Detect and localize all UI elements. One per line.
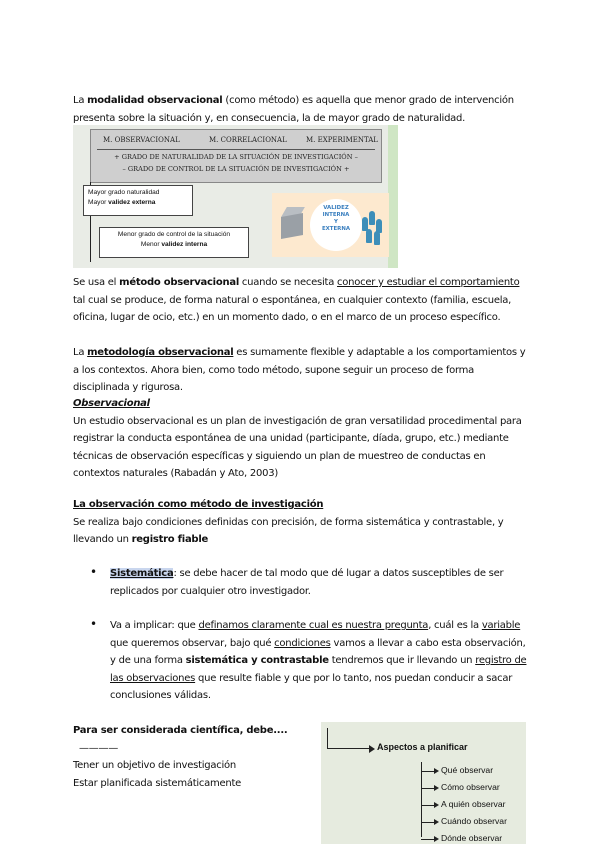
intro-paragraph: La modalidad observacional (como método) es aquella que menor grado de intervención presenta sobre la situación y, en consecuencia, la de mayor grado de naturalidad. xyxy=(73,95,514,124)
observacional-section xyxy=(73,395,533,483)
naturalidad-scale: + GRADO DE NATURALIDAD DE LA SITUACIÓN DE INVESTIGACIÓN – xyxy=(114,153,358,161)
methods-scale-box xyxy=(90,129,382,183)
validez-externa-box: Mayor grado naturalidad Mayor validez externa xyxy=(83,185,193,216)
method-experimental-label: M. EXPERIMENTAL xyxy=(306,136,378,144)
branch-line xyxy=(421,822,435,823)
aspecto-item: A quién observar xyxy=(441,799,506,809)
validez-interna-box: Menor grado de control de la situación Menor validez interna xyxy=(99,227,249,258)
metodo-heading: La observación como método de investigación xyxy=(73,499,324,510)
bullet-1: • xyxy=(90,565,98,579)
aspectos-diagram xyxy=(321,722,526,844)
observacional-heading: Observacional xyxy=(73,398,150,409)
cientifica-section xyxy=(73,722,333,792)
cientifica-line-1: Tener un objetivo de investigación xyxy=(73,760,236,771)
arrow-right-icon xyxy=(369,745,375,753)
cientifica-heading-row: Para ser considerada científica, debe.... ———— xyxy=(73,725,288,754)
aspecto-item: Cómo observar xyxy=(441,782,500,792)
cientifica-line-2: Estar planificada sistemáticamente xyxy=(73,777,242,789)
aspectos-title: Aspectos a planificar xyxy=(377,742,468,752)
decorative-strip xyxy=(388,125,398,268)
arrow-right-icon xyxy=(434,802,439,808)
tree-trunk-line xyxy=(421,762,422,837)
method-correlacional-label: M. CORRELACIONAL xyxy=(209,136,287,144)
validez-circle: VALIDEZ INTERNA Y EXTERNA xyxy=(310,199,362,251)
connector-horizontal xyxy=(327,748,371,749)
sistematica-highlight: Sistemática xyxy=(110,568,174,579)
methods-diagram xyxy=(73,125,398,268)
branch-line xyxy=(421,805,435,806)
scale-arrow-line xyxy=(97,149,375,150)
implicar-item: Va a implicar: que definamos claramente cual es nuestra pregunta, cuál es la variable que queremos observar, bajo qué condiciones vamos a llevar a cabo esta observación, y de una forma sistemática y contrastable tendremos que ir llevando un registro de las observaciones que resulte fiable y que por lo tanto, nos puedan conducir a sacar conclusiones válidas. xyxy=(110,620,527,701)
arrow-right-icon xyxy=(434,836,439,842)
metodologia-paragraph: La metodología observacional es sumamente flexible y adaptable a los comportamientos y a los contextos. Ahora bien, como todo método, supone seguir un proceso de forma disciplinada y rigurosa. xyxy=(73,347,526,393)
aspecto-item: Cuándo observar xyxy=(441,816,507,826)
people-group-icon xyxy=(362,207,384,245)
metodo-section xyxy=(73,496,533,549)
aspecto-item: Dónde observar xyxy=(441,833,503,843)
bullet-2: • xyxy=(90,617,98,631)
metodo-body: Se realiza bajo condiciones definidas con precisión, de forma sistemática y contrastable, y llevando un registro fiable xyxy=(73,516,504,545)
arrow-right-icon xyxy=(434,785,439,791)
validez-badge xyxy=(272,193,389,257)
sistematica-item: Sistemática: se debe hacer de tal modo que dé lugar a datos susceptibles de ser replicados por cualquier otro investigador. xyxy=(110,568,504,597)
aspecto-item: Qué observar xyxy=(441,765,494,775)
branch-line xyxy=(421,839,435,840)
connector-vertical xyxy=(327,728,328,748)
observacional-body: Un estudio observacional es un plan de investigación de gran versatilidad procedimental para registrar la conducta espontánea de una unidad (participante, díada, grupo, etc.) mediante técnicas de observación específicas y siguiendo un plan de muestreo de conductas en contextos naturales (Rabadán y Ato, 2003) xyxy=(73,415,522,479)
method-observacional-label: M. OBSERVACIONAL xyxy=(103,136,180,144)
metodo-observacional-paragraph: Se usa el método observacional cuando se necesita conocer y estudiar el comportamiento tal cual se produce, de forma natural o espontánea, en cualquier contexto (familia, escuela, oficina, lugar de ocio, etc.) en un momento dado, o en el marco de un proceso específico. xyxy=(73,277,520,323)
arrow-right-icon xyxy=(434,768,439,774)
branch-line xyxy=(421,788,435,789)
bold-modalidad: modalidad observacional xyxy=(87,95,223,106)
arrow-right-icon xyxy=(434,819,439,825)
box-illustration-icon xyxy=(281,213,303,239)
control-scale: – GRADO DE CONTROL DE LA SITUACIÓN DE INVESTIGACIÓN + xyxy=(122,165,350,173)
branch-line xyxy=(421,771,435,772)
